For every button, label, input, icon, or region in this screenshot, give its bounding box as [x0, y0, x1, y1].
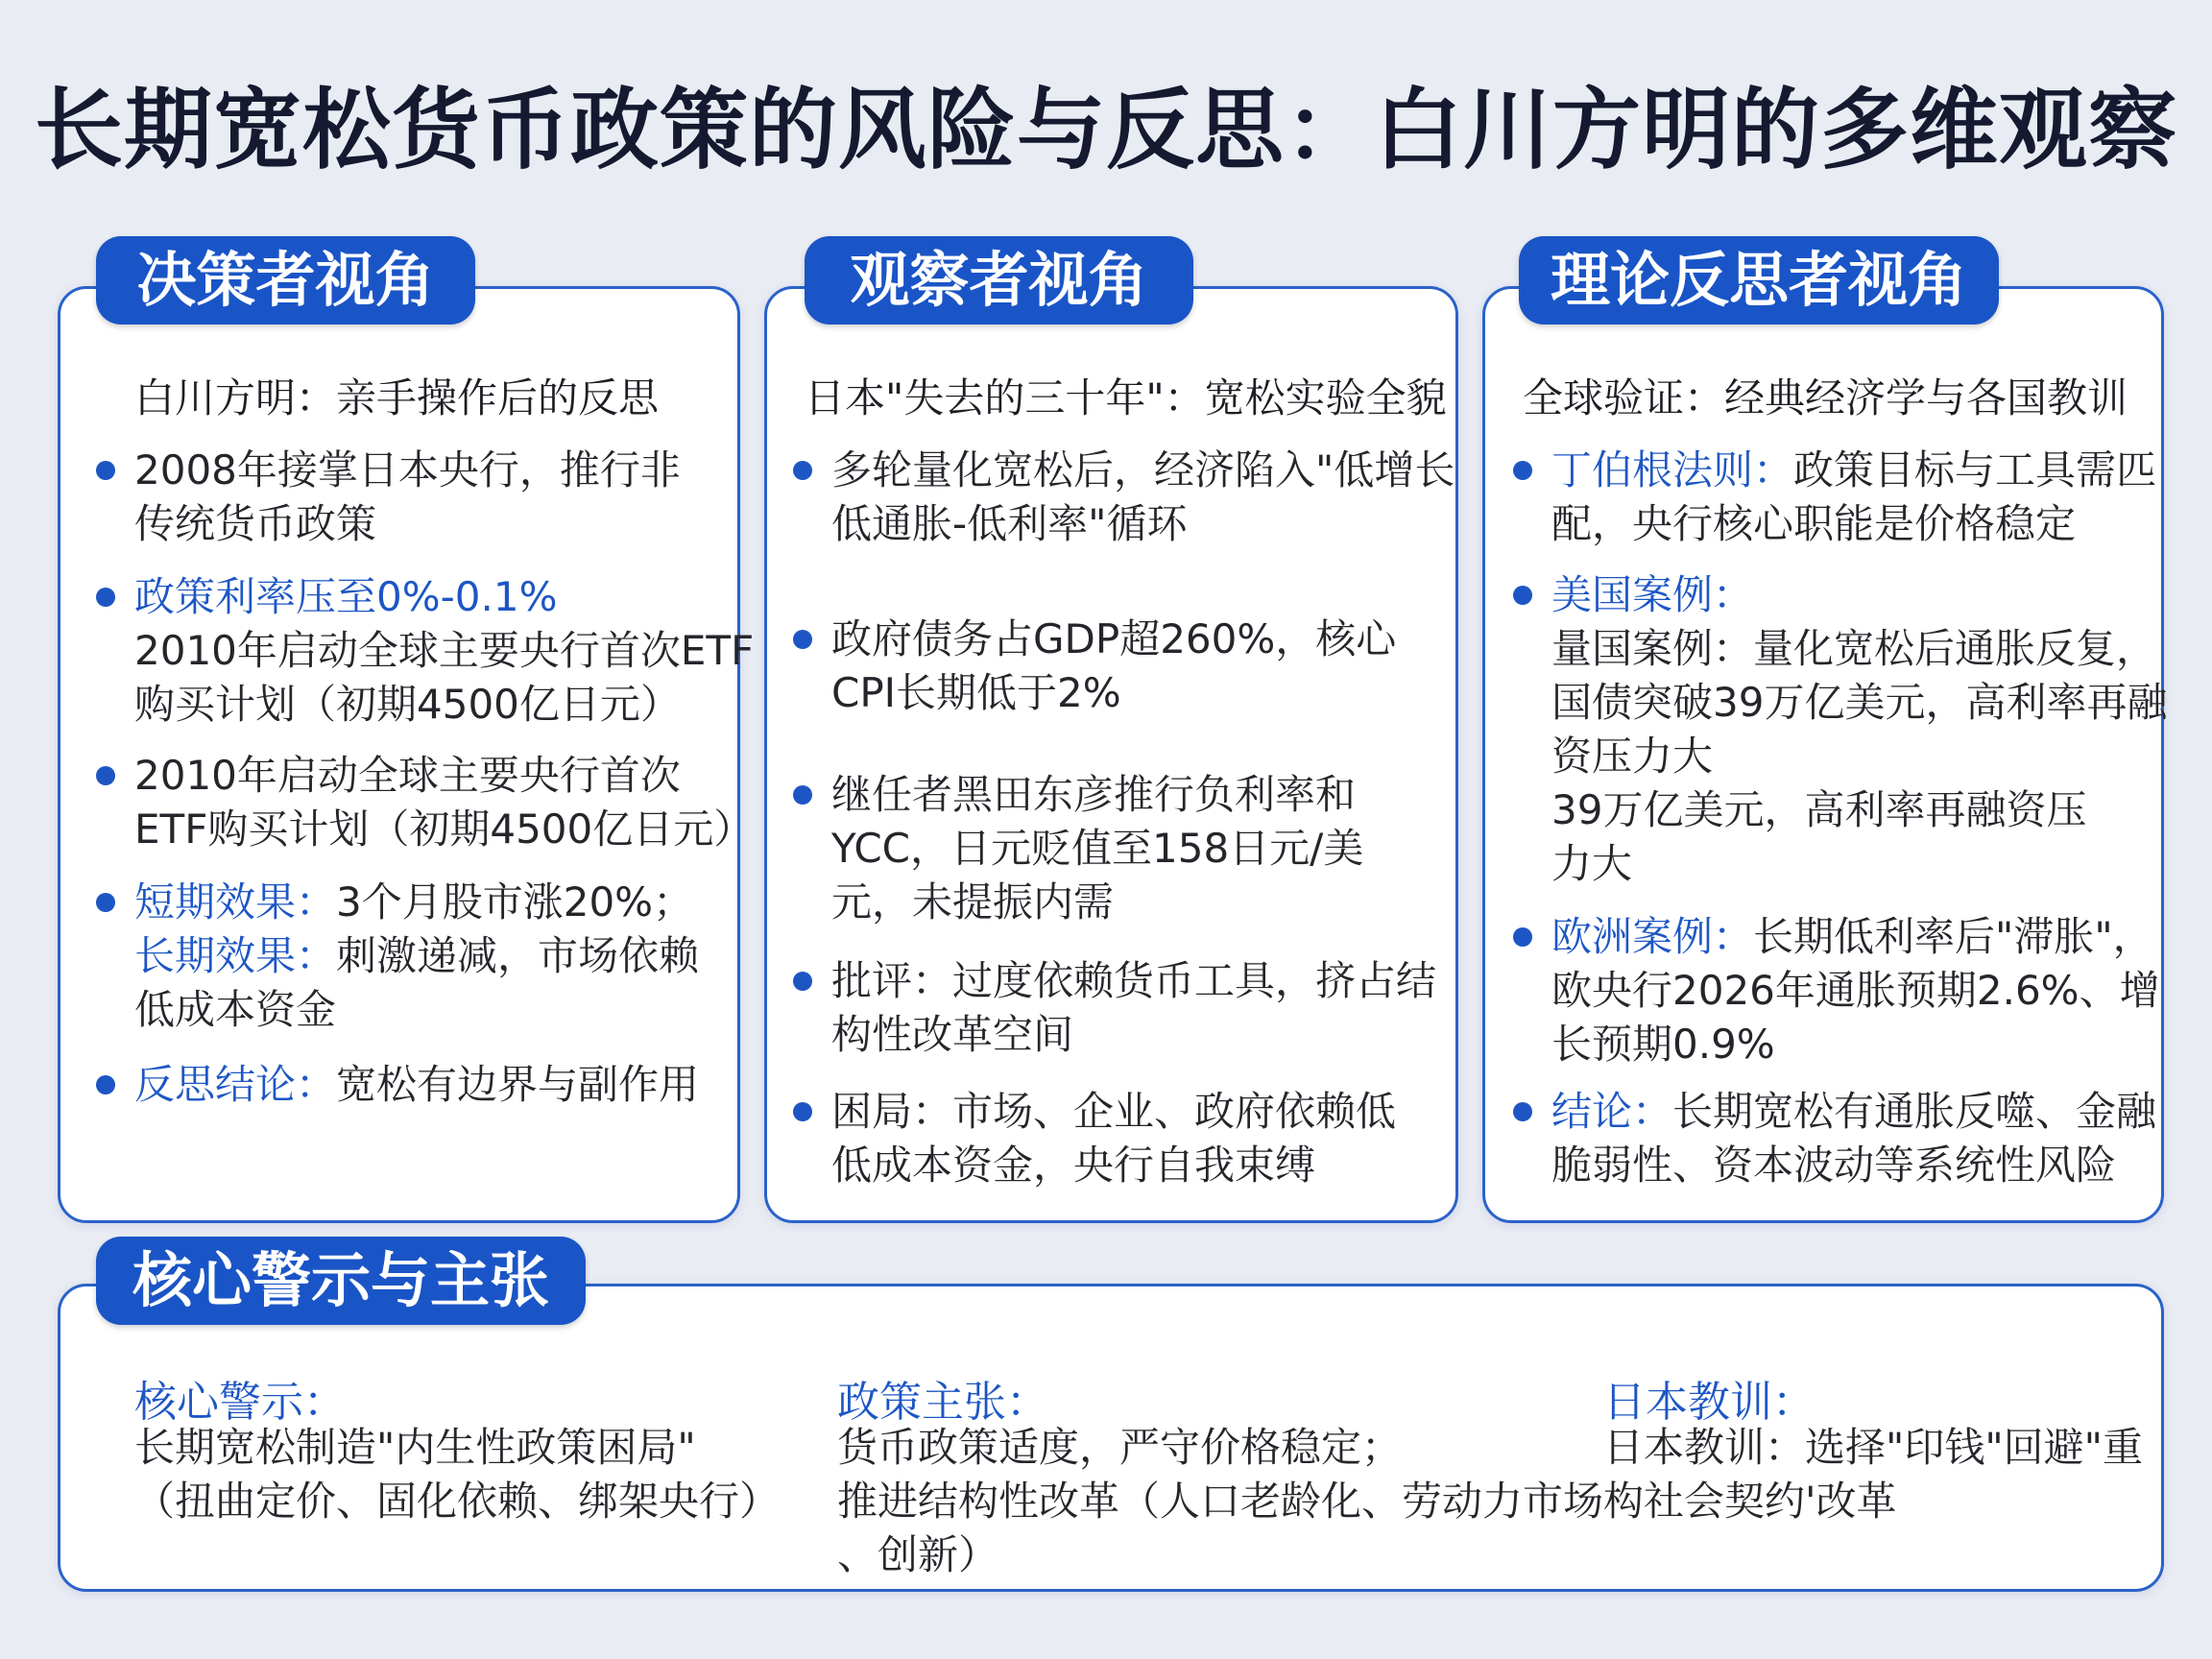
- bullet-icon: [1513, 927, 1532, 947]
- list-item: 2008年接掌日本央行，推行非 传统货币政策: [134, 444, 681, 551]
- bullet-icon: [96, 461, 115, 480]
- bullet-icon: [793, 1102, 812, 1121]
- list-item: 美国案例： 量国案例：量化宽松后通胀反复， 国债突破39万亿美元，高利率再融 资压力大 39万亿美元，高利率再融资压 力大: [1551, 568, 2167, 891]
- list-item: 继任者黑田东彦推行负利率和 YCC，日元贬值至158日元/美 元，未提振内需: [831, 768, 1363, 929]
- policy-proposal-heading: 政策主张：: [837, 1378, 1048, 1427]
- bullet-icon: [793, 785, 812, 805]
- theory-subtitle: 全球验证：经典经济学与各国教训: [1523, 374, 2128, 421]
- japan-lesson-heading: 日本教训：: [1603, 1378, 1815, 1427]
- bullet-icon: [96, 766, 115, 785]
- decision-maker-tab: 决策者视角: [96, 236, 475, 325]
- observer-card: [764, 286, 1458, 1223]
- policy-proposal-text: 货币政策适度，严守价格稳定； 推进结构性改革（人口老龄化、劳动力市场 、创新）: [837, 1424, 1604, 1578]
- bullet-icon: [1513, 1102, 1532, 1121]
- list-item: 欧洲案例：长期低利率后"滞胀"， 欧央行2026年通胀预期2.6%、增 长预期0.9%: [1551, 910, 2160, 1071]
- bullet-icon: [1513, 461, 1532, 480]
- bullet-icon: [96, 893, 115, 912]
- bullet-icon: [96, 588, 115, 607]
- japan-lesson-text: 日本教训：选择"印钱"回避"重 构社会契约'改革: [1603, 1424, 2143, 1525]
- list-item: 政府债务占GDP超260%，核心 CPI长期低于2%: [831, 613, 1396, 720]
- list-item: 2010年启动全球主要央行首次 ETF购买计划（初期4500亿日元）: [134, 749, 754, 856]
- bullet-icon: [96, 1075, 115, 1094]
- core-warning-heading: 核心警示：: [134, 1378, 346, 1427]
- bullet-icon: [793, 461, 812, 480]
- list-item: 结论：长期宽松有通胀反噬、金融 脆弱性、资本波动等系统性风险: [1551, 1085, 2156, 1192]
- list-item: 反思结论：宽松有边界与副作用: [134, 1058, 699, 1112]
- list-item: 政策利率压至0%-0.1% 2010年启动全球主要央行首次ETF 购买计划（初期4500亿日元）: [134, 570, 754, 732]
- page-title: 长期宽松货币政策的风险与反思：白川方明的多维观察: [34, 79, 2177, 181]
- observer-subtitle: 日本"失去的三十年"：宽松实验全貌: [805, 374, 1447, 421]
- list-item: 批评：过度依赖货币工具，挤占结 构性改革空间: [831, 954, 1436, 1062]
- decision-maker-subtitle: 白川方明：亲手操作后的反思: [134, 374, 660, 421]
- bullet-icon: [793, 630, 812, 649]
- bullet-icon: [1513, 586, 1532, 605]
- theory-tab: 理论反思者视角: [1519, 236, 1999, 325]
- list-item: 多轮量化宽松后，经济陷入"低增长 低通胀-低利率"循环: [831, 444, 1455, 551]
- core-warning-text: 长期宽松制造"内生性政策困局" （扭曲定价、固化依赖、绑架央行）: [134, 1424, 781, 1525]
- core-warning-tab: 核心警示与主张: [96, 1237, 586, 1325]
- list-item: 困局：市场、企业、政府依赖低 低成本资金，央行自我束缚: [831, 1085, 1396, 1192]
- list-item: 短期效果：3个月股市涨20%； 长期效果：刺激递减，市场依赖 低成本资金: [134, 876, 699, 1037]
- list-item: 丁伯根法则：政策目标与工具需匹 配，央行核心职能是价格稳定: [1551, 444, 2156, 551]
- bullet-icon: [793, 972, 812, 991]
- observer-tab: 观察者视角: [805, 236, 1193, 325]
